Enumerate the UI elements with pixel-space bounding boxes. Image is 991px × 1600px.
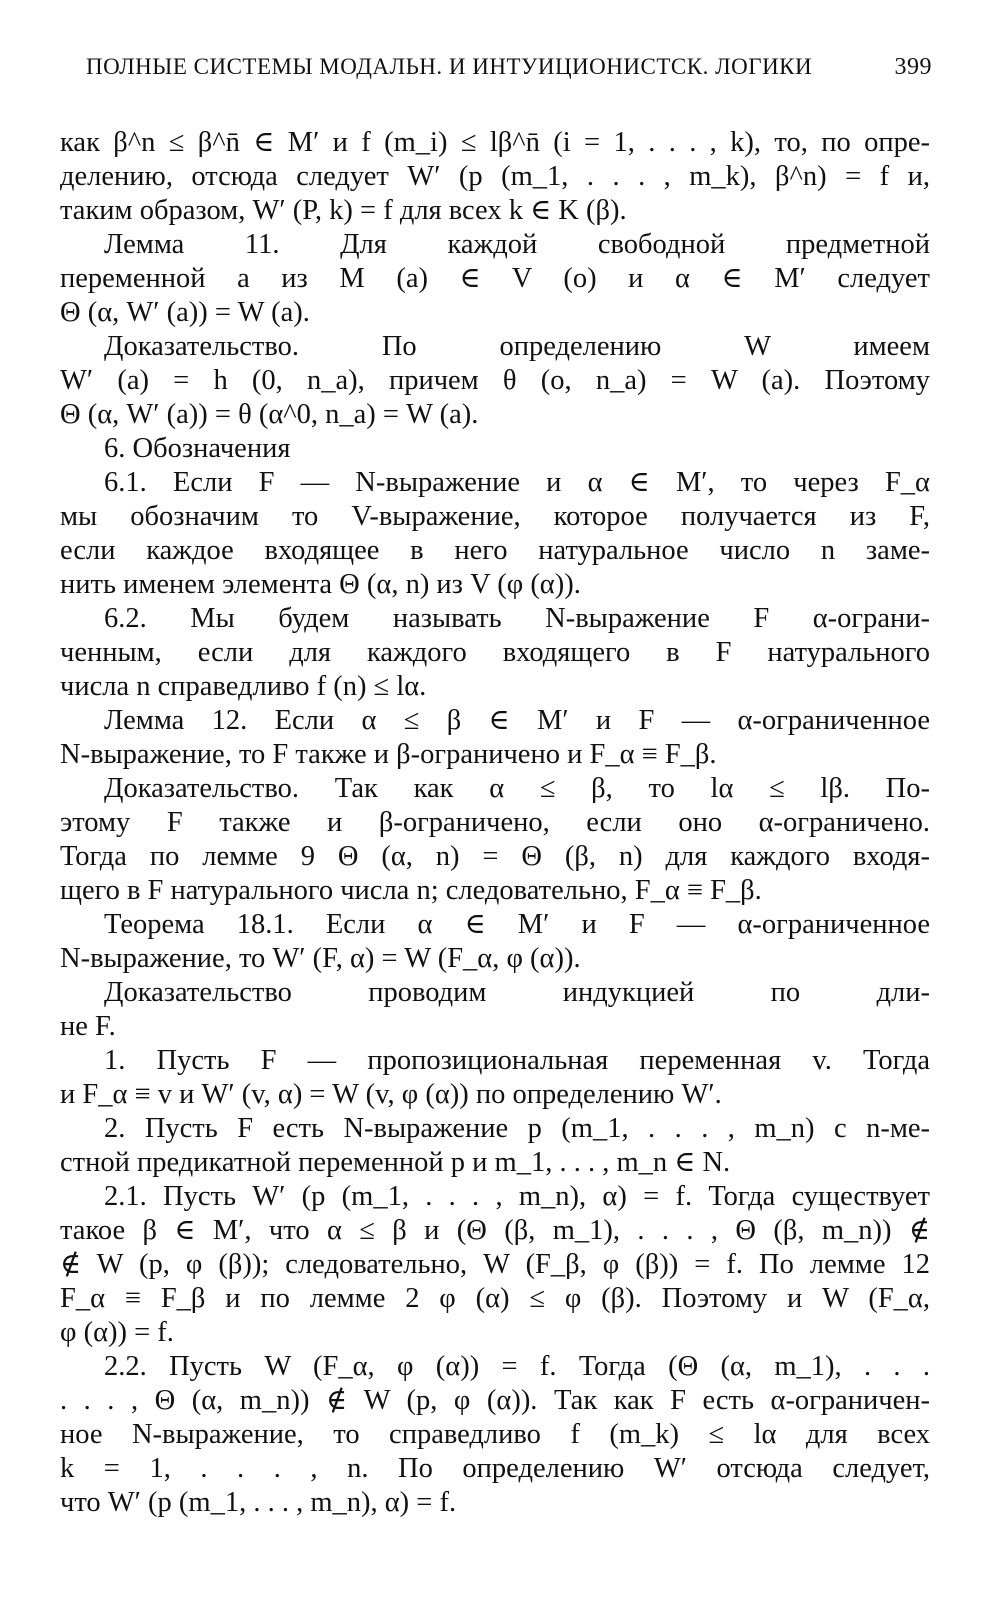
- text-line: Тогда по лемме 9 Θ (α, n) = Θ (β, n) для каждого входя-: [60, 841, 930, 872]
- text-line: . . . , Θ (α, m_n)) ∉ W (p, φ (α)). Так как F есть α-ограничен-: [60, 1385, 930, 1416]
- text-line: стной предикатной переменной p и m_1, . . . , m_n ∈ N.: [60, 1147, 731, 1178]
- case-2-2: 2.2. Пусть W (F_α, φ (α)) = f. Тогда (Θ (α, m_1), . . .: [104, 1351, 930, 1382]
- section-6-heading: 6. Обозначения: [104, 433, 291, 464]
- case-1: 1. Пусть F — пропозициональная переменная v. Тогда: [104, 1045, 930, 1076]
- text-line: мы обозначим то V-выражение, которое получается из F,: [60, 501, 930, 532]
- text-line: W′ (a) = h (0, n_a), причем θ (o, n_a) = W (a). Поэтому: [60, 365, 930, 396]
- text-line: ченным, если для каждого входящего в F натурального: [60, 637, 930, 668]
- page-number: 399: [894, 54, 932, 80]
- proof-heading: Доказательство. По определению W имеем: [104, 331, 930, 362]
- text-line: переменной a из M (a) ∈ V (o) и α ∈ M′ следует: [60, 263, 930, 294]
- text-line: как β^n ≤ β^n̄ ∈ M′ и f (m_i) ≤ lβ^n̄ (i = 1, . . . , k), то, по опре-: [60, 127, 930, 158]
- case-2: 2. Пусть F есть N-выражение p (m_1, . . . , m_n) с n-ме-: [104, 1113, 930, 1144]
- text-line: щего в F натурального числа n; следовательно, F_α ≡ F_β.: [60, 875, 762, 906]
- text-line: что W′ (p (m_1, . . . , m_n), α) = f.: [60, 1487, 457, 1518]
- text-line: такое β ∈ M′, что α ≤ β и (Θ (β, m_1), . . . , Θ (β, m_n)) ∉: [60, 1215, 930, 1246]
- proof-heading: Доказательство проводим индукцией по дли-: [104, 977, 930, 1008]
- running-title: ПОЛНЫЕ СИСТЕМЫ МОДАЛЬН. И ИНТУИЦИОНИСТСК. ЛОГИКИ: [86, 54, 813, 79]
- text-line: если каждое входящее в него натуральное число n заме-: [60, 535, 930, 566]
- text-line: F_α ≡ F_β и по лемме 2 φ (α) ≤ φ (β). Поэтому и W (F_α,: [60, 1283, 930, 1314]
- text-line: нить именем элемента Θ (α, n) из V (φ (α)).: [60, 569, 581, 600]
- page-body: [60, 126, 930, 1520]
- text-line: и F_α ≡ v и W′ (v, α) = W (v, φ (α)) по определению W′.: [60, 1079, 722, 1110]
- theorem-18-1-heading: Теорема 18.1. Если α ∈ M′ и F — α-ограниченное: [104, 909, 930, 940]
- paragraph-6-2: 6.2. Мы будем называть N-выражение F α-ограни-: [104, 603, 930, 634]
- text-line: Θ (α, W′ (a)) = θ (α^0, n_a) = W (a).: [60, 399, 479, 430]
- text-line: ное N-выражение, то справедливо f (m_k) ≤ lα для всех: [60, 1419, 930, 1450]
- case-2-1: 2.1. Пусть W′ (p (m_1, . . . , m_n), α) = f. Тогда существует: [104, 1181, 930, 1212]
- lemma-12-heading: Лемма 12. Если α ≤ β ∈ M′ и F — α-ограниченное: [104, 705, 930, 736]
- proof-heading: Доказательство. Так как α ≤ β, то lα ≤ lβ. По-: [104, 773, 930, 804]
- text-line: числа n справедливо f (n) ≤ lα.: [60, 671, 427, 702]
- text-line: таким образом, W′ (P, k) = f для всех k ∈ K (β).: [60, 195, 627, 226]
- text-line: не F.: [60, 1011, 116, 1042]
- text-line: этому F также и β-ограничено, если оно α-ограничено.: [60, 807, 930, 838]
- lemma-11-heading: Лемма 11. Для каждой свободной предметной: [104, 229, 930, 260]
- text-line: k = 1, . . . , n. По определению W′ отсюда следует,: [60, 1453, 930, 1484]
- text-line: N-выражение, то W′ (F, α) = W (F_α, φ (α)).: [60, 943, 581, 974]
- paragraph-6-1: 6.1. Если F — N-выражение и α ∈ M′, то через F_α: [104, 467, 930, 498]
- text-line: φ (α)) = f.: [60, 1317, 174, 1348]
- text-line: N-выражение, то F также и β-ограничено и F_α ≡ F_β.: [60, 739, 717, 770]
- text-line: делению, отсюда следует W′ (p (m_1, . . . , m_k), β^n) = f и,: [60, 161, 930, 192]
- running-header: [86, 54, 932, 90]
- text-line: Θ (α, W′ (a)) = W (a).: [60, 297, 310, 328]
- text-line: ∉ W (p, φ (β)); следовательно, W (F_β, φ (β)) = f. По лемме 12: [60, 1249, 930, 1280]
